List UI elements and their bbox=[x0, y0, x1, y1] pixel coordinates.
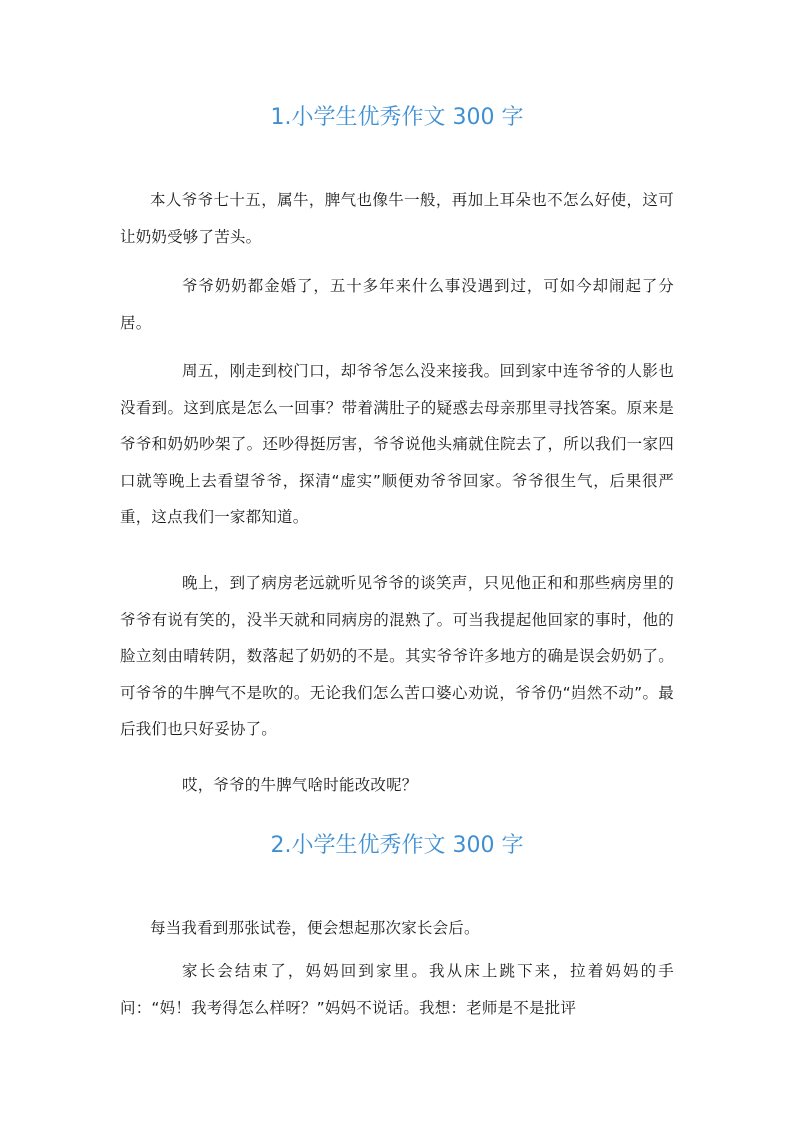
section-2-paragraph-2: 家长会结束了，妈妈回到家里。我从床上跳下来，拉着妈妈的手问：“妈！我考得怎么样呀？”妈妈不说话。我想：老师是不是批评 bbox=[120, 962, 674, 1017]
section-1-paragraph-1: 本人爷爷七十五，属牛，脾气也像牛一般，再加上耳朵也不怎么好使，这可让奶奶受够了苦头。 bbox=[120, 191, 674, 246]
section-1-paragraph-2: 爷爷奶奶都金婚了，五十多年来什么事没遇到过，可如今却闹起了分居。 bbox=[120, 277, 674, 332]
section-2-paragraph-1: 每当我看到那张试卷，便会想起那次家长会后。 bbox=[150, 919, 480, 937]
section-1-paragraph-4: 晚上，到了病房老远就听见爷爷的谈笑声，只见他正和和那些病房里的爷爷有说有笑的，没半天就和同病房的混熟了。可当我提起他回家的事时，他的脸立刻由晴转阴，数落起了奶奶的不是。其实爷爷许多地方的确是误会奶奶了。可爷爷的牛脾气不是吹的。无论我们怎么苦口婆心劝说，爷爷仍“岿然不动”。最后我们也只好妥协了。 bbox=[120, 574, 674, 738]
section-1-paragraph-5: 哎，爷爷的牛脾气啥时能改改呢？ bbox=[182, 776, 418, 794]
section-1-title: 1.小学生优秀作文 300 字 bbox=[270, 105, 524, 130]
section-1-paragraph-3: 周五，刚走到校门口，却爷爷怎么没来接我。回到家中连爷爷的人影也没看到。这到底是怎么一回事？带着满肚子的疑惑去母亲那里寻找答案。原来是爷爷和奶奶吵架了。还吵得挺厉害，爷爷说他头痛就住院去了，所以我们一家四口就等晚上去看望爷爷，探清“虚实”顺便劝爷爷回家。爷爷很生气，后果很严重，这点我们一家都知道。 bbox=[120, 362, 674, 526]
section-2-title: 2.小学生优秀作文 300 字 bbox=[270, 833, 524, 858]
